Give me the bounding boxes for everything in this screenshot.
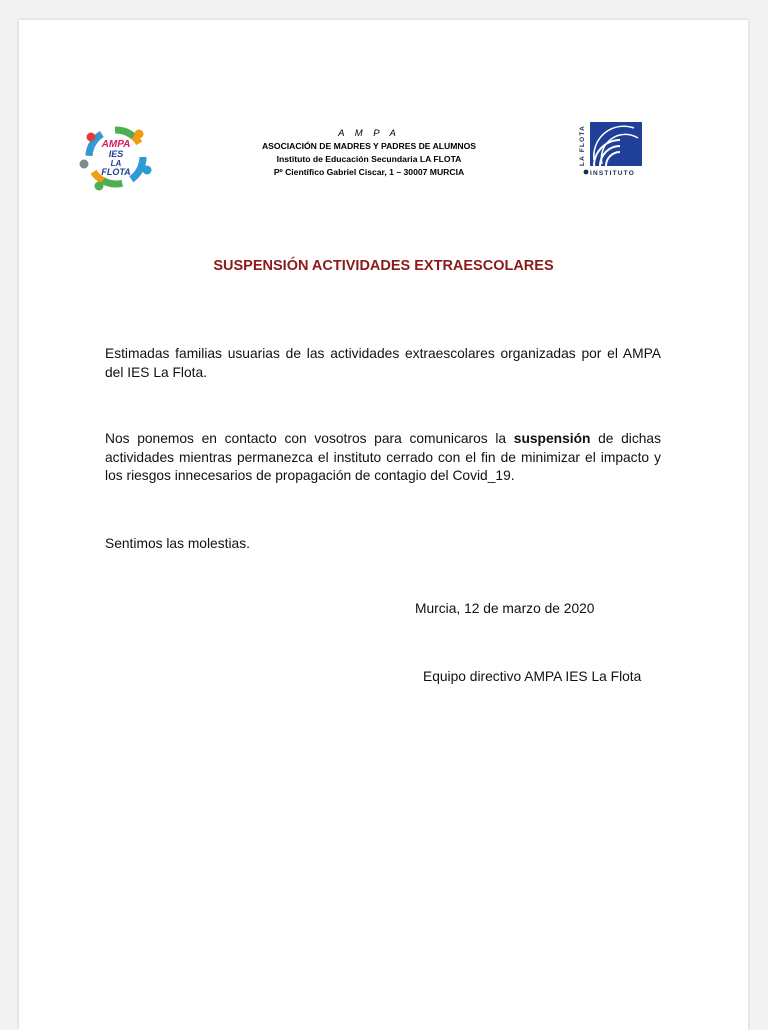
- logo-text-ampa: AMPA: [101, 139, 131, 150]
- ampa-logo: [77, 120, 155, 194]
- logo-text-la: LA: [110, 159, 122, 168]
- paragraph-announcement-end: de dichas actividades mientras permanezca el instituto cerrado con el fin de minimizar el impacto y los riesgos innecesarios de propagación de contagio del Covid_19.: [105, 431, 661, 483]
- document-page: [19, 20, 748, 1030]
- paragraph-announcement-start: Nos ponemos en contacto con vosotros para comunicaros la: [105, 431, 514, 446]
- header-address: Pº Científico Gabriel Ciscar, 1 – 30007 MURCIA: [273, 167, 465, 177]
- logo-text-ies: IES: [108, 149, 124, 159]
- paragraph-announcement: [105, 430, 661, 486]
- header-association-name: ASOCIACIÓN DE MADRES Y PADRES DE ALUMNOS: [261, 141, 477, 151]
- suspension-emphasis: suspensión: [513, 431, 591, 446]
- signature-line: Equipo directivo AMPA IES La Flota: [423, 669, 642, 684]
- logo-bottom-text: INSTITUTO: [590, 170, 635, 177]
- header-institute-name: Instituto de Educación Secundaria LA FLOTA: [276, 154, 462, 164]
- logo-text-flota: FLOTA: [101, 167, 131, 177]
- date-line: Murcia, 12 de marzo de 2020: [415, 601, 595, 616]
- document-title: SUSPENSIÓN ACTIVIDADES EXTRAESCOLARES: [213, 258, 554, 274]
- paragraph-greeting: Estimadas familias usuarias de las actividades extraescolares organizadas por el AMPA del IES La Flota.: [105, 346, 661, 380]
- logo-vertical-text: LA FLOTA: [579, 124, 586, 166]
- paragraph-apology: Sentimos las molestias.: [105, 536, 250, 551]
- association-header: [219, 127, 519, 179]
- instituto-logo: [574, 120, 644, 180]
- header-ampa: A M P A: [338, 128, 400, 139]
